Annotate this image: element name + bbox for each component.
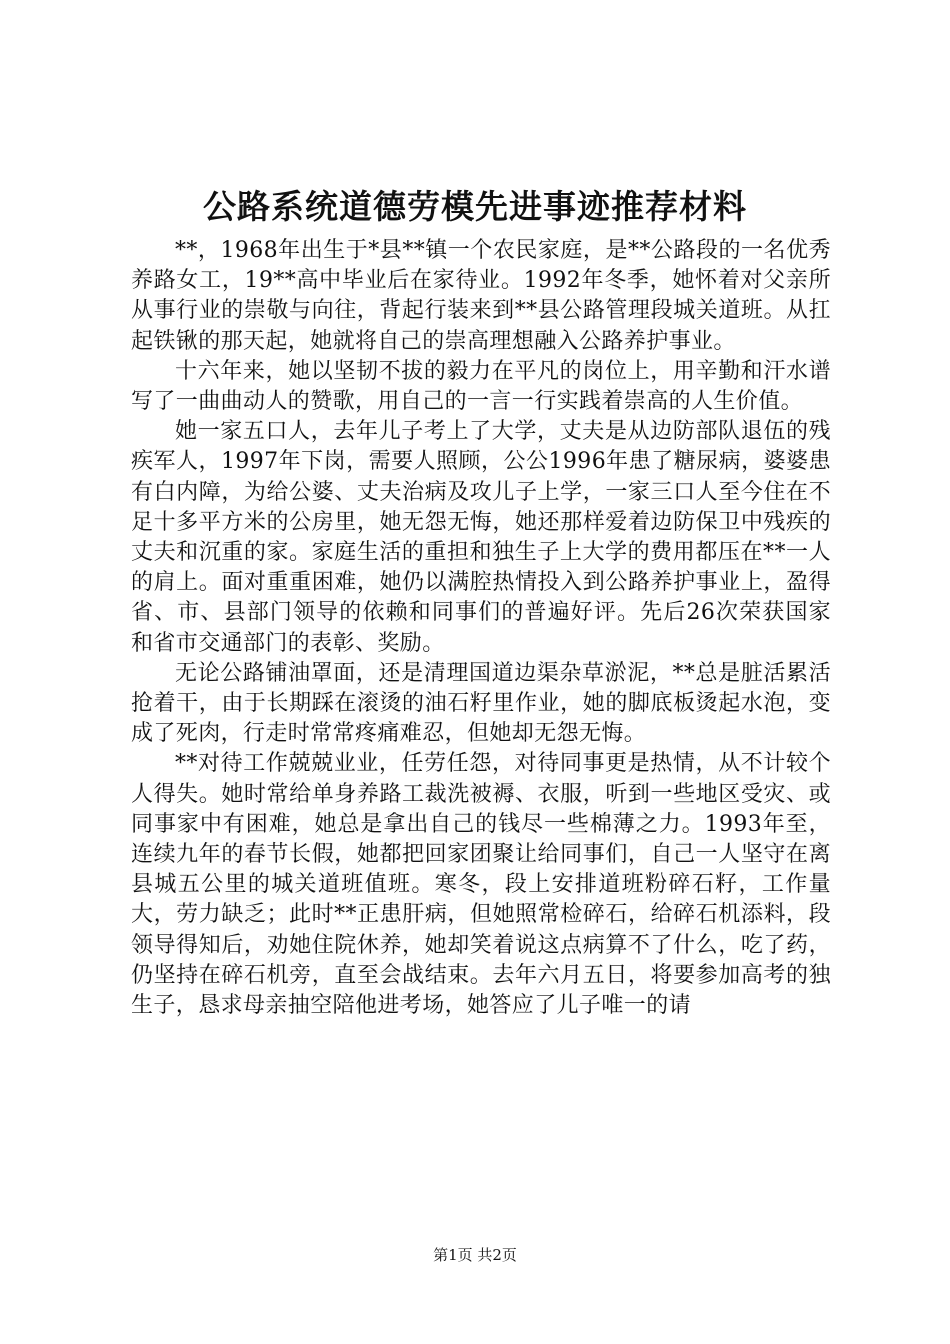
- paragraph-3: 她一家五口人，去年儿子考上了大学，丈夫是从边防部队退伍的残疾军人，1997年下岗，需要人照顾，公公1996年患了糖尿病，婆婆患有白内障，为给公婆、丈夫治病及攻儿子上学，一家三口人至今住在不足十多平方米的公房里，她无怨无悔，她还那样爱着边防保卫中残疾的丈夫和沉重的家。家庭生活的重担和独生子上大学的费用都压在**一人的肩上。面对重重困难，她仍以满腔热情投入到公路养护事业上，盈得省、市、县部门领导的依赖和同事们的普遍好评。先后26次荣获国家和省市交通部门的表彰、奖励。: [131, 419, 831, 656]
- document-body: [131, 236, 831, 1021]
- paragraph-5: **对待工作兢兢业业，任劳任怨，对待同事更是热情，从不计较个人得失。她时常给单身养路工裁洗被褥、衣服，听到一些地区受灾、或同事家中有困难，她总是拿出自己的钱尽一些棉薄之力。1993年至，连续九年的春节长假，她都把回家团聚让给同事们，自己一人坚守在离县城五公里的城关道班值班。寒冬，段上安排道班粉碎石籽，工作量大，劳力缺乏；此时**正患肝病，但她照常检碎石，给碎石机添料，段领导得知后，劝她住院休养，她却笑着说这点病算不了什么，吃了药，仍坚持在碎石机旁，直至会战结束。去年六月五日，将要参加高考的独生子，恳求母亲抽空陪他进考场，她答应了儿子唯一的请: [131, 751, 831, 1019]
- document-title: 公路系统道德劳模先进事迹推荐材料: [203, 187, 747, 226]
- paragraph-1: **，1968年出生于*县**镇一个农民家庭，是**公路段的一名优秀养路女工，19**高中毕业后在家待业。1992年冬季，她怀着对父亲所从事行业的崇敬与向往，背起行装来到**县公路管理段城关道班。从扛起铁锹的那天起，她就将自己的崇高理想融入公路养护事业。: [131, 238, 831, 354]
- paragraph-2: 十六年来，她以坚韧不拔的毅力在平凡的岗位上，用辛勤和汗水谱写了一曲曲动人的赞歌，用自己的一言一行实践着崇高的人生价值。: [131, 358, 831, 415]
- paragraph-4: 无论公路铺油罩面，还是清理国道边渠杂草淤泥，**总是脏活累活抢着干，由于长期踩在滚烫的油石籽里作业，她的脚底板烫起水泡，变成了死肉，行走时常常疼痛难忍，但她却无怨无悔。: [131, 660, 831, 747]
- page-number-footer: 第1页 共2页: [433, 1246, 517, 1264]
